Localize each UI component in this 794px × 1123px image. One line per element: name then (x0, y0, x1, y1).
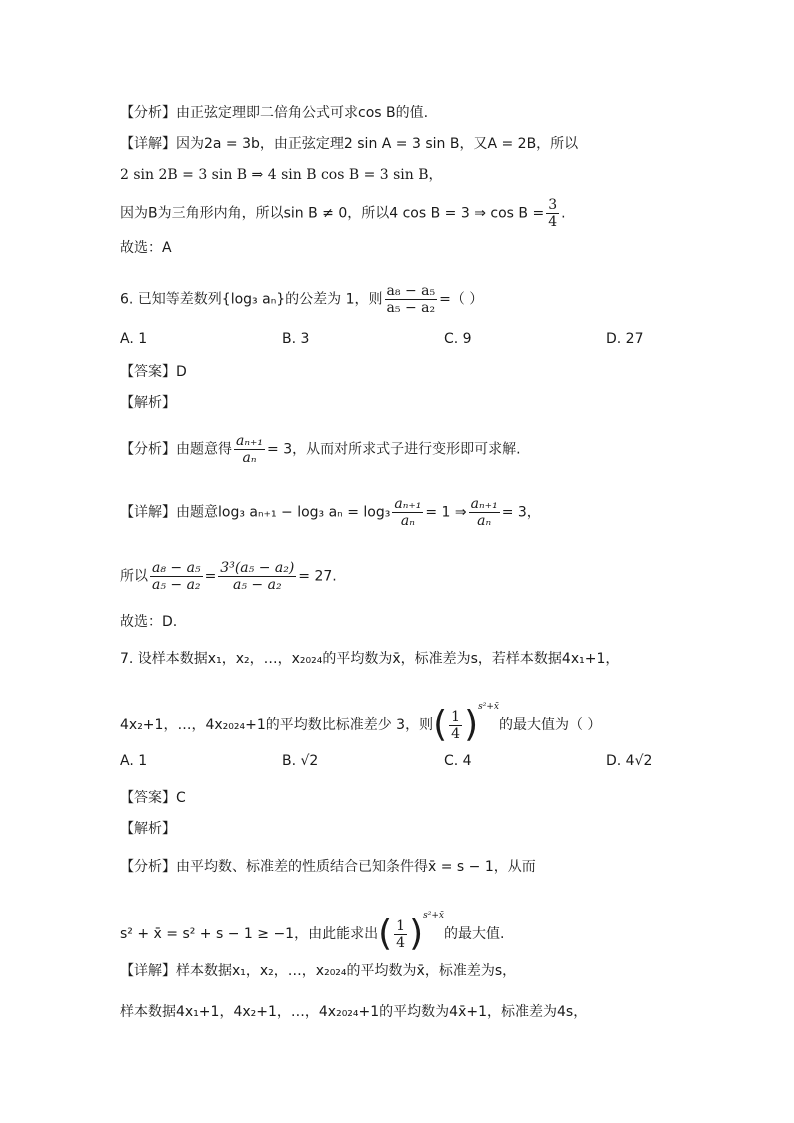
q6-stem (120, 283, 483, 316)
q6-analysis (120, 433, 521, 466)
q6-analysis-num: aₙ₊₁ (236, 433, 264, 449)
q7-analysis-line1: 【分析】由平均数、标准差的性质结合已知条件得x̄ = s − 1，从而 (120, 859, 536, 875)
q6-detail-num-2: aₙ₊₁ (470, 496, 498, 512)
q7-stem-line1: 7. 设样本数据x₁，x₂，…，x₂₀₂₄的平均数为x̄，标准差为s，若样本数据4x₁+1， (120, 651, 620, 667)
q6-analysis-fraction (234, 433, 265, 466)
q6-detail (120, 496, 541, 529)
q6-detail-num-1: aₙ₊₁ (394, 496, 422, 512)
q6-detail-fraction-2 (469, 496, 500, 529)
q7-analysis-exponent: s²+x̄ (423, 911, 444, 921)
q6-option-b: B. 3 (282, 331, 310, 347)
q6-detail-den-2: aₙ (477, 513, 492, 529)
q7-option-b: B. √2 (282, 753, 319, 769)
q6-conclusion: 故选：D. (120, 614, 178, 630)
q6-so-eq: = (204, 568, 217, 585)
q5-analysis: 【分析】由正弦定理即二倍角公式可求cos B的值. (120, 105, 429, 121)
q7-paren-fraction (449, 709, 462, 742)
q7-detail-line2: 样本数据4x₁+1，4x₂+1，…，4x₂₀₂₄+1的平均数为4x̄+1，标准差为4s， (120, 1004, 588, 1020)
q7-analysis-line2-text: s² + x̄ = s² + s − 1 ≥ −1，由此能求出 (120, 926, 379, 942)
q6-detail-fraction-1 (392, 496, 423, 529)
q6-so-text: 所以 (120, 568, 148, 585)
q5-frac-num: 3 (548, 197, 558, 213)
q5-frac-den: 4 (548, 214, 558, 230)
q5-detail-text: 因为2a = 3b，由正弦定理2 sin A = 3 sin B，又A = 2B，所以 (176, 136, 579, 152)
q6-answer: 【答案】D (120, 364, 187, 380)
q6-so (120, 560, 337, 593)
q5-conclusion: 故选：A (120, 240, 172, 256)
q6-so-den-1: a₅ − a₂ (152, 577, 201, 593)
q7-detail-line1: 【详解】样本数据x₁，x₂，…，x₂₀₂₄的平均数为x̄，标准差为s， (120, 963, 517, 979)
q7-paren-den: 4 (451, 725, 461, 742)
q6-detail-den-1: aₙ (400, 513, 415, 529)
q7-jiexi: 【解析】 (120, 821, 176, 837)
q6-analysis-den: aₙ (242, 450, 257, 466)
q6-option-c: C. 9 (444, 331, 472, 347)
q6-so-tail: = 27. (298, 568, 337, 585)
right-paren: ) (464, 704, 479, 745)
q6-analysis-text: 【分析】由题意得 (120, 441, 232, 458)
q7-exponent: s²+x̄ (478, 702, 499, 712)
q5-detail-label: 【详解】 (120, 136, 176, 152)
q5-line2: 2 sin 2B = 3 sin B ⇒ 4 sin B cos B = 3 sin B， (120, 167, 443, 183)
q5-detail (120, 134, 578, 154)
q6-stem-fraction (385, 283, 438, 316)
q6-so-fraction-1 (150, 560, 203, 593)
q7-analysis-paren-den: 4 (396, 934, 406, 951)
q6-analysis-tail: = 3，从而对所求式子进行变形即可求解. (267, 441, 521, 458)
q6-stem-text: 6. 已知等差数列{log₃ aₙ}的公差为 1，则 (120, 291, 383, 308)
q6-option-a: A. 1 (120, 331, 148, 347)
q6-detail-mid: = 1 ⇒ (425, 504, 467, 521)
q6-stem-num: a₈ − a₅ (386, 283, 436, 299)
q5-line3-text: 因为B为三角形内角，所以sin B ≠ 0，所以4 cos B = 3 ⇒ cos B = (120, 205, 545, 222)
q6-so-den-2: a₅ − a₂ (233, 577, 282, 593)
q7-answer: 【答案】C (120, 790, 186, 806)
q6-detail-text: 【详解】由题意log₃ aₙ₊₁ − log₃ aₙ = log₃ (120, 504, 391, 521)
q7-analysis-line2 (120, 906, 504, 952)
q6-so-fraction-2 (218, 560, 296, 593)
q6-stem-tail: =（ ） (439, 291, 484, 308)
q7-stem-line2 (120, 697, 601, 743)
q7-stem-line2-text: 4x₂+1，…，4x₂₀₂₄+1的平均数比标准差少 3，则 (120, 717, 434, 733)
q6-option-d: D. 27 (606, 331, 644, 347)
q7-stem-line2-tail: 的最大值为（ ） (498, 717, 602, 733)
q7-analysis-paren-num: 1 (396, 917, 406, 934)
q5-fraction (546, 197, 559, 230)
q6-detail-tail: = 3， (501, 504, 541, 521)
left-paren: ( (433, 704, 448, 745)
right-paren-2: ) (409, 913, 424, 954)
left-paren-2: ( (378, 913, 393, 954)
q7-option-a: A. 1 (120, 753, 148, 769)
q7-analysis-line2-tail: 的最大值. (443, 926, 505, 942)
q6-stem-den: a₅ − a₂ (386, 300, 436, 316)
q6-jiexi: 【解析】 (120, 395, 176, 411)
q7-analysis-paren-fraction (394, 918, 407, 951)
q7-option-d: D. 4√2 (606, 753, 653, 769)
q7-option-c: C. 4 (444, 753, 472, 769)
q6-so-num-2: 3³(a₅ − a₂) (220, 560, 295, 576)
q6-so-num-1: a₈ − a₅ (152, 560, 201, 576)
q5-line3: 因为B为三角形内角，所以sin B ≠ 0，所以4 cos B = 3 ⇒ cos B = $\frac{3}{4}$ . (120, 197, 566, 230)
q7-paren-num: 1 (451, 708, 461, 725)
